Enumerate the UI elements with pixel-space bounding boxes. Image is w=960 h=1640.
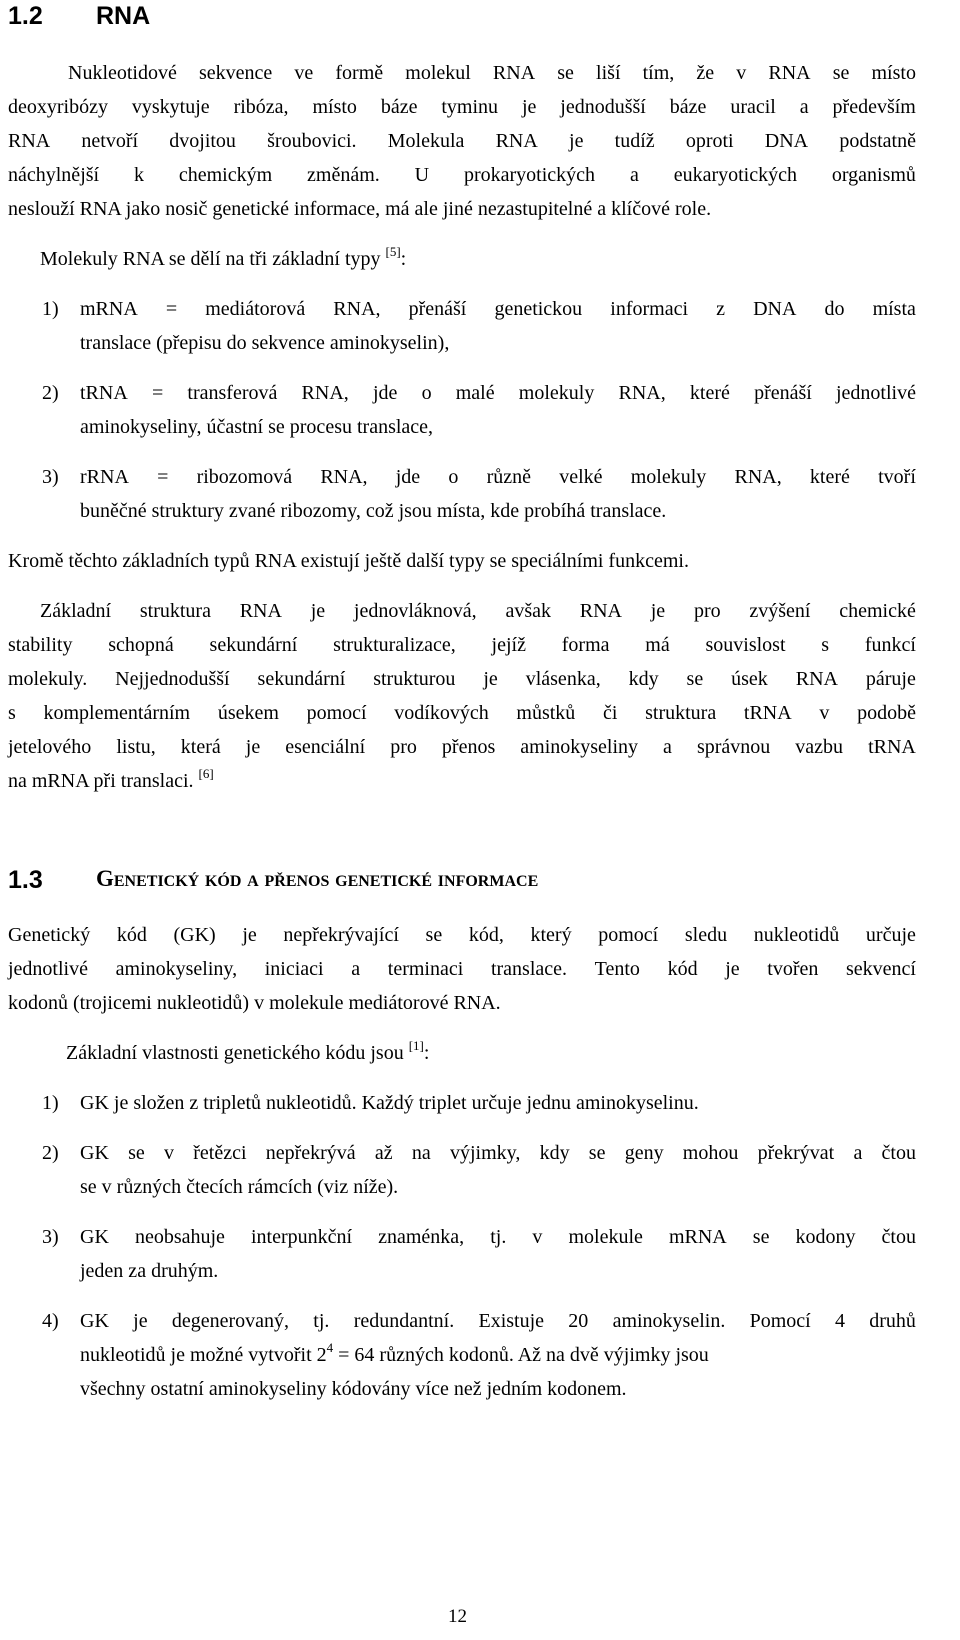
list-item-line: jeden za druhým. — [80, 1260, 219, 1282]
section-title-rna: RNA — [96, 2, 151, 30]
paragraph-line: náchylnější k chemickým změnám. U prokaryotických a eukaryotických organismů — [8, 164, 916, 186]
list-item-line: GK se v řetězci nepřekrývá až na výjimky, kdy se geny mohou překrývat a čtou — [80, 1142, 916, 1164]
citation-ref: [6] — [198, 766, 214, 781]
paragraph-line: jetelového listu, která je esenciální pro přenos aminokyseliny a správnou vazbu tRNA — [8, 736, 916, 758]
list-item-line: translace (přepisu do sekvence aminokyselin), — [80, 332, 450, 354]
list-item-number: 3) — [42, 1226, 59, 1248]
paragraph-line: stability schopná sekundární strukturalizace, jejíž forma má souvislost s funkcí — [8, 634, 916, 656]
paragraph-line: RNA netvoří dvojitou šroubovici. Molekula RNA je tudíž oproti DNA podstatně — [8, 130, 916, 152]
list-item-number: 1) — [42, 298, 59, 320]
list-intro: Základní vlastnosti genetického kódu jsou [1]: — [66, 1038, 430, 1064]
list-item-number: 2) — [42, 1142, 59, 1164]
exponent: 4 — [326, 1340, 334, 1355]
list-item-number: 1) — [42, 1092, 59, 1114]
section-title-genetic-code: Genetický kód a přenos genetické informace — [96, 866, 539, 891]
list-item-line — [80, 1340, 916, 1367]
list-item-number: 2) — [42, 382, 59, 404]
citation-ref: [5] — [385, 244, 401, 259]
paragraph-line: s komplementárním úsekem pomocí vodíkových můstků či struktura tRNA v podobě — [8, 702, 916, 724]
list-item-line: buněčné struktury zvané ribozomy, což jsou místa, kde probíhá translace. — [80, 500, 667, 522]
list-item-line: GK je složen z tripletů nukleotidů. Každý triplet určuje jednu aminokyselinu. — [80, 1092, 699, 1114]
paragraph-line: Nukleotidové sekvence ve formě molekul RNA se liší tím, že v RNA se místo — [68, 62, 916, 84]
paragraph-line: neslouží RNA jako nosič genetické informace, má ale jiné nezastupitelné a klíčové role. — [8, 198, 712, 220]
paragraph-line: na mRNA při translaci. [6] — [8, 766, 214, 792]
section-number-1-2: 1.2 — [8, 2, 43, 30]
list-item-line: mRNA = mediátorová RNA, přenáší genetickou informaci z DNA do místa — [80, 298, 916, 320]
list-item-line: aminokyseliny, účastní se procesu translace, — [80, 416, 434, 438]
citation-ref: [1] — [408, 1038, 424, 1053]
list-item-line: se v různých čtecích rámcích (viz níže). — [80, 1176, 399, 1198]
list-item-number: 3) — [42, 466, 59, 488]
section-number-1-3: 1.3 — [8, 866, 43, 894]
list-item-line: GK je degenerovaný, tj. redundantní. Existuje 20 aminokyselin. Pomocí 4 druhů — [80, 1310, 916, 1332]
paragraph-line: molekuly. Nejjednodušší sekundární strukturou je vlásenka, kdy se úsek RNA páruje — [8, 668, 916, 690]
list-intro-text: Základní vlastnosti genetického kódu jsou — [66, 1042, 404, 1064]
paragraph-line: jednotlivé aminokyseliny, iniciaci a terminaci translace. Tento kód je tvořen sekvencí — [8, 958, 916, 980]
paragraph-line: Genetický kód (GK) je nepřekrývající se kód, který pomocí sledu nukleotidů určuje — [8, 924, 916, 946]
list-intro: Molekuly RNA se dělí na tři základní typy [5]: — [40, 244, 407, 270]
list-item-number: 4) — [42, 1310, 59, 1332]
list-intro-text: Molekuly RNA se dělí na tři základní typy — [40, 248, 381, 270]
list-item-line: všechny ostatní aminokyseliny kódovány více než jedním kodonem. — [80, 1378, 627, 1400]
list-item-line: tRNA = transferová RNA, jde o malé molekuly RNA, které přenáší jednotlivé — [80, 382, 916, 404]
list-item-line: rRNA = ribozomová RNA, jde o různě velké molekuly RNA, které tvoří — [80, 466, 916, 488]
paragraph-line: deoxyribózy vyskytuje ribóza, místo báze tyminu je jednodušší báze uracil a především — [8, 96, 916, 118]
paragraph-other-types: Kromě těchto základních typů RNA existují ještě další typy se speciálními funkcemi. — [8, 550, 689, 572]
page-number: 12 — [448, 1606, 467, 1627]
formula-line: nukleotidů je možné vytvořit $2^4 = 64$ různých kodonů. Až na dvě výjimky jsou — [80, 1340, 709, 1366]
list-item-line: GK neobsahuje interpunkční znaménka, tj. v molekule mRNA se kodony čtou — [80, 1226, 916, 1248]
paragraph-line: kodonů (trojicemi nukleotidů) v molekule mediátorové RNA. — [8, 992, 501, 1014]
paragraph-line: Základní struktura RNA je jednovláknová, avšak RNA je pro zvýšení chemické — [40, 600, 916, 622]
